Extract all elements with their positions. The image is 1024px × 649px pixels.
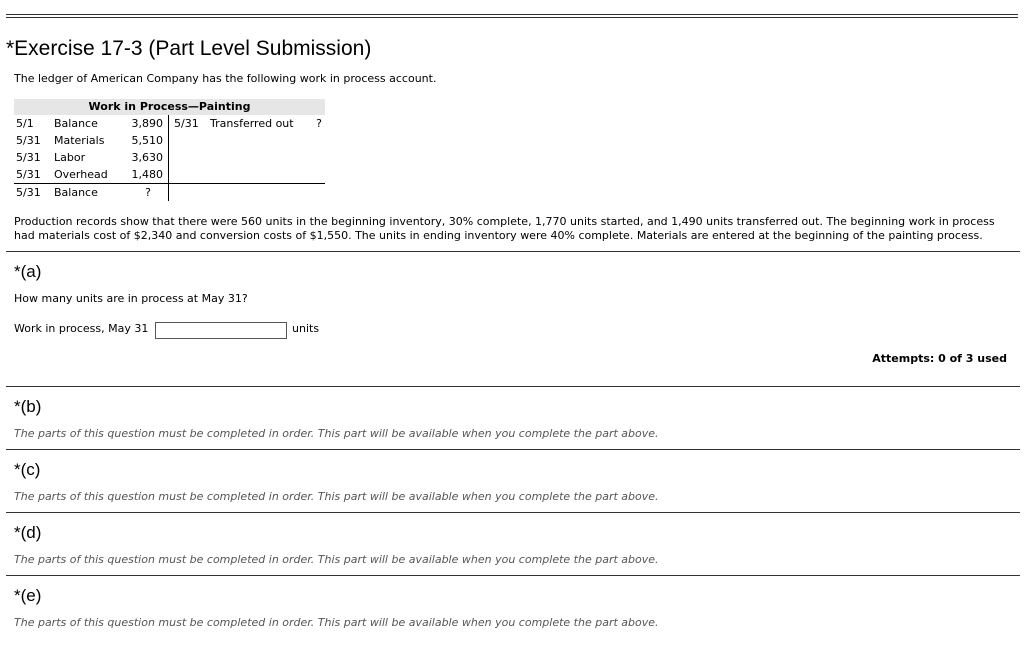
wip-field-label: Work in process, May 31 [14,322,149,335]
credit-row [169,115,325,132]
debit-date: 5/31 [16,151,41,164]
debit-amount: 3,890 [131,117,163,130]
credit-amount: ? [316,117,322,130]
debit-row [14,166,168,183]
debit-label: Materials [54,134,105,147]
production-records-text: Production records show that there were 560 units in the beginning inventory, 30% complete, 1,770 units started, and 1,490 units transferred out. The beginning work in process had materials cost of $2,340 and conversion costs of $1,550. The units in ending inventory were 40% complete. Materials are entered at the beginning of the painting process. [14,215,995,242]
part-a-label: *(a) [14,262,42,281]
section-divider [6,251,1020,252]
header-rule-secondary [6,17,1018,18]
debit-date: 5/31 [16,134,41,147]
section-divider [6,512,1020,513]
t-account-body [14,115,325,201]
debit-amount: 1,480 [131,168,163,181]
section-divider [6,386,1020,387]
part-b-label: *(b) [14,397,42,416]
debit-date: 5/31 [16,168,41,181]
wip-units-input[interactable] [155,322,287,339]
debit-row [14,184,168,201]
header-rule [6,14,1018,15]
attempts-counter: Attempts: 0 of 3 used [872,352,1007,365]
part-d-locked-message: The parts of this question must be completed in order. This part will be available when you complete the part above. [14,553,659,566]
debit-label: Overhead [54,168,108,181]
part-c-label: *(c) [14,460,41,479]
debit-amount: ? [145,186,151,199]
t-account [14,99,325,201]
debit-amount: 5,510 [131,134,163,147]
debit-label: Balance [54,117,98,130]
debit-row [14,115,168,132]
part-e-label: *(e) [14,586,42,605]
part-d-label: *(d) [14,523,42,542]
part-a-question: How many units are in process at May 31? [14,292,248,305]
part-c-locked-message: The parts of this question must be completed in order. This part will be available when you complete the part above. [14,490,659,503]
wip-units-label: units [292,322,320,335]
debit-amount: 3,630 [131,151,163,164]
debit-date: 5/31 [16,186,41,199]
exercise-title: *Exercise 17-3 (Part Level Submission) [6,37,372,60]
intro-text: The ledger of American Company has the following work in process account. [14,72,437,85]
debit-row [14,132,168,149]
credit-date: 5/31 [174,117,199,130]
part-e-locked-message: The parts of this question must be completed in order. This part will be available when you complete the part above. [14,616,659,629]
credit-label: Transferred out [210,117,294,130]
part-b-locked-message: The parts of this question must be completed in order. This part will be available when you complete the part above. [14,427,659,440]
section-divider [6,449,1020,450]
debit-label: Balance [54,186,98,199]
debit-date: 5/1 [16,117,34,130]
debit-row [14,149,168,166]
t-account-title: Work in Process—Painting [14,99,325,115]
section-divider [6,575,1020,576]
debit-label: Labor [54,151,86,164]
